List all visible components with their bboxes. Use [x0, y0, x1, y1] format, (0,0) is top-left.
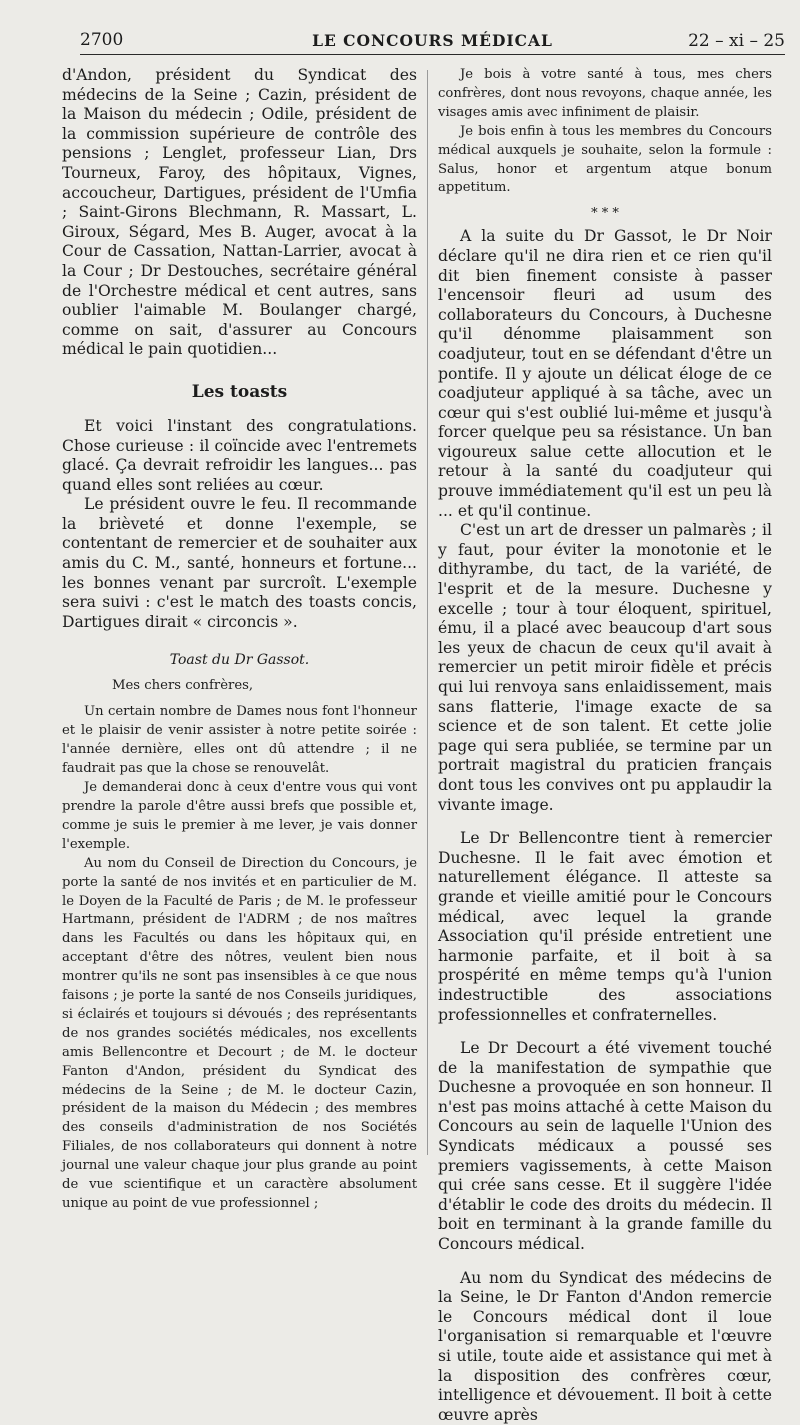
- paragraph: Le président ouvre le feu. Il recommande la brièveté et donne l'exemple, se contentant de remercier et de souhaiter aux amis du C. M., santé, honneurs et fortune... les bonnes venant par surcroît. L'exemple sera suivi : c'est le match des toasts concis, Dartigues dirait « circoncis ».: [62, 495, 417, 631]
- speech-paragraph: Au nom du Conseil de Direction du Concours, je porte la santé de nos invités et en particulier de M. le Doyen de la Faculté de Paris ; de M. le professeur Hartmann, président de l'ADRM ; de nos maîtres dans les Facultés ou dans les hôpitaux qui, en acceptant d'être des nôtres, veulent bien nous montrer qu'ils ne sont pas insensibles à ce que nous faisons ; je porte la santé de nos Conseils juridiques, si éclairés et toujours si dévoués ; des représentants de nos grandes sociétés médicales, nos excellents amis Bellencontre et Decourt ; de M. le docteur Fanton d'Andon, président du Syndicat des médecins de la Seine ; de M. le docteur Cazin, président de la maison du Médecin ; des membres des conseils d'administration de nos Sociétés Filiales, de nos collaborateurs qui donnent à notre journal une valeur chaque jour plus grande au point de vue scientifique et un caractère absolument unique au point de vue professionnel ;: [62, 855, 417, 1211]
- asterism-separator: * * *: [591, 206, 619, 222]
- paragraph: C'est un art de dresser un palmarès ; il y faut, pour éviter la monotonie et le dithyrambe, du tact, de la variété, de l'esprit et de la mesure. Duchesne y excelle ; tour à tour éloquent, spirituel, ému, il a placé avec beaucoup d'art sous les yeux de chacun de ceux qu'il avait à remercier un petit miroir fidèle et précis qui lui renvoya sans enlaidissement, mais sans flatterie, l'image exacte de sa science et de son talent. Et cette jolie page qui sera publiée, se termine par un portrait magistral du praticien français dont tous les convives ont pu applaudir la vivante image.: [438, 521, 772, 814]
- salutation: Mes chers confrères,: [112, 678, 254, 694]
- section-heading: Les toasts: [191, 381, 288, 402]
- paragraph: Le Dr Decourt a été vivement touché de la manifestation de sympathie que Duchesne a provoquée en son honneur. Il n'est pas moins attaché à cette Maison du Concours au sein de laquelle l'Union des Syndicats médicaux a poussé ses premiers vagissements, à cette Maison qui crée sans cesse. Et il suggère l'idée d'établir le code des droits du médecin. Il boit en terminant à la grande famille du Concours médical.: [438, 1039, 772, 1254]
- speech-paragraph: Je demanderai donc à ceux d'entre vous qui vont prendre la parole d'être aussi brefs que possible et, comme je suis le premier à me lever, je vais donner l'exemple.: [62, 780, 417, 852]
- left-column: [62, 66, 417, 1214]
- speech-paragraph: Je bois enfin à tous les membres du Concours médical auxquels je souhaite, selon la formule : Salus, honor et argentum atque bonum appetitum.: [438, 123, 772, 196]
- paragraph: A la suite du Dr Gassot, le Dr Noir déclare qu'il ne dira rien et ce rien qu'il dit bien finement consiste à passer l'encensoir fleuri ad usum des collaborateurs du Concours, à Duchesne qu'il dénomme plaisamment son coadjuteur, tout en se défendant d'être un pontife. Il y ajoute un délicat éloge de ce coadjuteur appliqué à sa tâche, avec un cœur qui s'est oublié lui-même et jusqu'à forcer quelque peu sa résistance. Un ban vigoureux salue cette allocution et le retour à la santé du coadjuteur qui prouve immédiatement qu'il est un peu là ... et qu'il continue.: [438, 227, 772, 520]
- speech-paragraph: Un certain nombre de Dames nous font l'honneur et le plaisir de venir assister à notre petite soirée : l'année dernière, elles ont dû attendre ; il ne faudrait pas que la chose se renouvelât.: [62, 704, 417, 777]
- right-column: [438, 66, 772, 1425]
- paragraph: Le Dr Bellencontre tient à remercier Duchesne. Il le fait avec émotion et naturellement élégance. Il atteste sa grande et vieille amitié pour le Concours médical, avec lequel la grande Association qu'il préside entretient une harmonie parfaite, et il boit à sa prospérité en même temps qu'à l'union indestructible des associations professionnelles et confraternelles.: [438, 829, 772, 1024]
- guest-list-paragraph: d'Andon, président du Syndicat des médecins de la Seine ; Cazin, président de la Maison du médecin ; Odile, président de la commission supérieure de contrôle des pensions ; Lenglet, professeur Lian, Drs Tourneux, Faroy, des hôpitaux, Vignes, accoucheur, Dartigues, président de l'Umfia ; Saint-Girons Blechmann, R. Massart, L. Giroux, Ségard, Mes B. Auger, avocat à la Cour de Cassation, Nattan-Larrier, avocat à la Cour ; Dr Destouches, secrétaire général de l'Orchestre médical et cent autres, sans oublier l'aimable M. Boulanger chargé, comme on sait, d'assurer au Concours médical le pain quotidien...: [62, 66, 417, 359]
- page-number: 2700: [80, 30, 124, 50]
- page-header: [80, 28, 785, 55]
- paragraph: Au nom du Syndicat des médecins de la Seine, le Dr Fanton d'Andon remercie le Concours médical dont il loue l'organisation si remarquable et l'œuvre si utile, toute aide et assistance qui met à la disposition des confrères cœur, intelligence et dévouement. Il boit à cette œuvre après: [438, 1268, 772, 1424]
- column-divider: [427, 70, 428, 1155]
- issue-date: 22 – xi – 25: [688, 31, 785, 51]
- speech-paragraph: Je bois à votre santé à tous, mes chers confrères, dont nous revoyons, chaque année, les visages amis avec infiniment de plaisir.: [438, 67, 772, 120]
- toast-title: Toast du Dr Gassot.: [169, 652, 310, 669]
- journal-title: LE CONCOURS MÉDICAL: [312, 31, 553, 50]
- paragraph: Et voici l'instant des congratulations. Chose curieuse : il coïncide avec l'entremets glacé. Ça devrait refroidir les langues... pas quand elles sont reliées au cœur.: [62, 416, 417, 494]
